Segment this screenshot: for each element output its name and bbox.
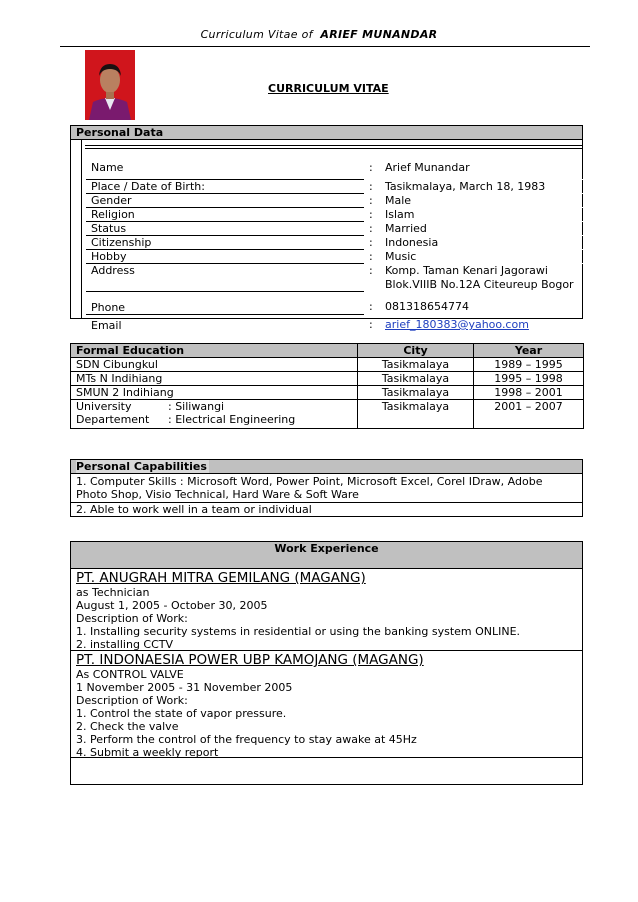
job-period: 1 November 2005 - 31 November 2005 xyxy=(76,681,293,694)
education-col-year: Year xyxy=(474,344,584,358)
personal-data-value: Islam xyxy=(385,208,415,221)
edu-school: University xyxy=(76,400,132,413)
education-row xyxy=(71,372,584,386)
personal-data-table xyxy=(86,161,583,332)
edu-department: Departement xyxy=(76,413,150,426)
job-company: PT. ANUGRAH MITRA GEMILANG (MAGANG) xyxy=(76,570,366,586)
personal-data-row xyxy=(86,208,583,222)
personal-data-value: Arief Munandar xyxy=(385,161,470,174)
edu-year: 1998 – 2001 xyxy=(474,386,584,400)
personal-data-label: Address xyxy=(86,264,364,292)
personal-data-label: Phone xyxy=(86,291,364,314)
personal-data-row xyxy=(86,161,583,180)
job-role: As CONTROL VALVE xyxy=(76,668,184,681)
work-heading: Work Experience xyxy=(70,541,583,569)
personal-data-row xyxy=(86,291,583,314)
personal-data-value: Married xyxy=(385,222,427,235)
personal-data-label: Name xyxy=(91,161,124,174)
personal-data-value: Music xyxy=(385,250,417,263)
education-row xyxy=(71,400,584,429)
education-col-school: Formal Education xyxy=(71,344,358,358)
edu-school-value: : Siliwangi xyxy=(168,400,225,413)
personal-data-section xyxy=(70,125,583,332)
personal-data-value: Male xyxy=(385,194,412,207)
job-desc-label: Description of Work: xyxy=(76,612,188,625)
work-section xyxy=(70,541,583,785)
edu-year: 2001 – 2007 xyxy=(474,400,584,429)
edu-school: SMUN 2 Indihiang xyxy=(71,386,358,400)
header-divider xyxy=(60,46,590,47)
personal-data-value: Komp. Taman Kenari Jagorawi xyxy=(385,264,548,277)
capabilities-section xyxy=(70,459,583,517)
personal-data-label: Place / Date of Birth: xyxy=(86,180,364,194)
job-task: 2. Check the valve xyxy=(76,720,179,733)
education-row xyxy=(71,358,584,372)
edu-school: MTs N Indihiang xyxy=(71,372,358,386)
education-table xyxy=(70,343,584,429)
personal-data-value-line2: Blok.VIIIB No.12A Citeureup Bogor xyxy=(385,278,574,291)
edu-school: SDN Cibungkul xyxy=(71,358,358,372)
job-task: 4. Submit a weekly report xyxy=(76,746,219,759)
personal-data-colon: : xyxy=(364,194,380,208)
education-section xyxy=(70,343,583,429)
personal-data-colon: : xyxy=(369,161,373,174)
job-entry xyxy=(70,569,583,651)
job-task: 3. Perform the control of the frequency to stay awake at 45Hz xyxy=(76,733,417,746)
header-prefix: Curriculum Vitae of xyxy=(200,28,313,41)
job-desc-label: Description of Work: xyxy=(76,694,188,707)
personal-data-row xyxy=(86,250,583,264)
personal-data-body xyxy=(70,140,583,332)
header-name: ARIEF MUNANDAR xyxy=(320,28,438,41)
document-title: CURRICULUM VITAE xyxy=(268,82,389,95)
personal-data-label: Citizenship xyxy=(86,236,364,250)
job-task: 2. installing CCTV xyxy=(76,638,174,651)
personal-data-colon: : xyxy=(369,318,373,331)
capability-line: 2. Able to work well in a team or individual xyxy=(70,503,583,517)
personal-data-heading: Personal Data xyxy=(70,125,583,140)
edu-city: Tasikmalaya xyxy=(358,358,474,372)
personal-data-colon: : xyxy=(364,208,380,222)
edu-department-value: : Electrical Engineering xyxy=(168,413,296,426)
personal-data-row xyxy=(86,180,583,194)
education-col-city: City xyxy=(358,344,474,358)
personal-data-colon: : xyxy=(364,222,380,236)
personal-data-label: Hobby xyxy=(86,250,364,264)
job-entry xyxy=(70,651,583,758)
personal-data-colon: : xyxy=(364,180,380,194)
personal-data-colon: : xyxy=(369,300,373,313)
personal-data-label: Religion xyxy=(86,208,364,222)
capability-line: 1. Computer Skills : Microsoft Word, Power Point, Microsoft Excel, Corel IDraw, Adobe xyxy=(76,475,543,488)
personal-data-value: Indonesia xyxy=(385,236,439,249)
personal-data-label: Email xyxy=(86,314,364,332)
page-header xyxy=(0,28,638,41)
job-period: August 1, 2005 - October 30, 2005 xyxy=(76,599,268,612)
personal-data-colon: : xyxy=(364,250,380,264)
personal-data-row xyxy=(86,264,583,292)
work-empty-row xyxy=(70,758,583,785)
capabilities-heading: Personal Capabilities xyxy=(76,460,207,473)
personal-data-row xyxy=(86,314,583,332)
personal-data-label: Gender xyxy=(86,194,364,208)
profile-photo xyxy=(85,50,135,120)
personal-data-colon: : xyxy=(364,264,380,292)
education-header-row xyxy=(71,344,584,358)
job-company: PT. INDONAESIA POWER UBP KAMOJANG (MAGANG) xyxy=(76,652,424,668)
personal-data-label: Status xyxy=(86,222,364,236)
capability-line: Photo Shop, Visio Technical, Hard Ware & Soft Ware xyxy=(76,488,359,501)
personal-data-row xyxy=(86,194,583,208)
job-task: 1. Installing security systems in residential or using the banking system ONLINE. xyxy=(76,625,521,638)
personal-data-value: Tasikmalaya, March 18, 1983 xyxy=(385,180,546,193)
job-role: as Technician xyxy=(76,586,150,599)
capabilities-body xyxy=(70,474,583,503)
personal-data-row xyxy=(86,236,583,250)
email-link[interactable]: arief_180383@yahoo.com xyxy=(385,318,529,331)
edu-year: 1995 – 1998 xyxy=(474,372,584,386)
education-row xyxy=(71,386,584,400)
edu-city: Tasikmalaya xyxy=(358,400,474,429)
personal-data-value: 081318654774 xyxy=(385,300,469,313)
job-task: 1. Control the state of vapor pressure. xyxy=(76,707,287,720)
edu-year: 1989 – 1995 xyxy=(474,358,584,372)
edu-city: Tasikmalaya xyxy=(358,386,474,400)
personal-data-row xyxy=(86,222,583,236)
personal-data-colon: : xyxy=(364,236,380,250)
edu-city: Tasikmalaya xyxy=(358,372,474,386)
